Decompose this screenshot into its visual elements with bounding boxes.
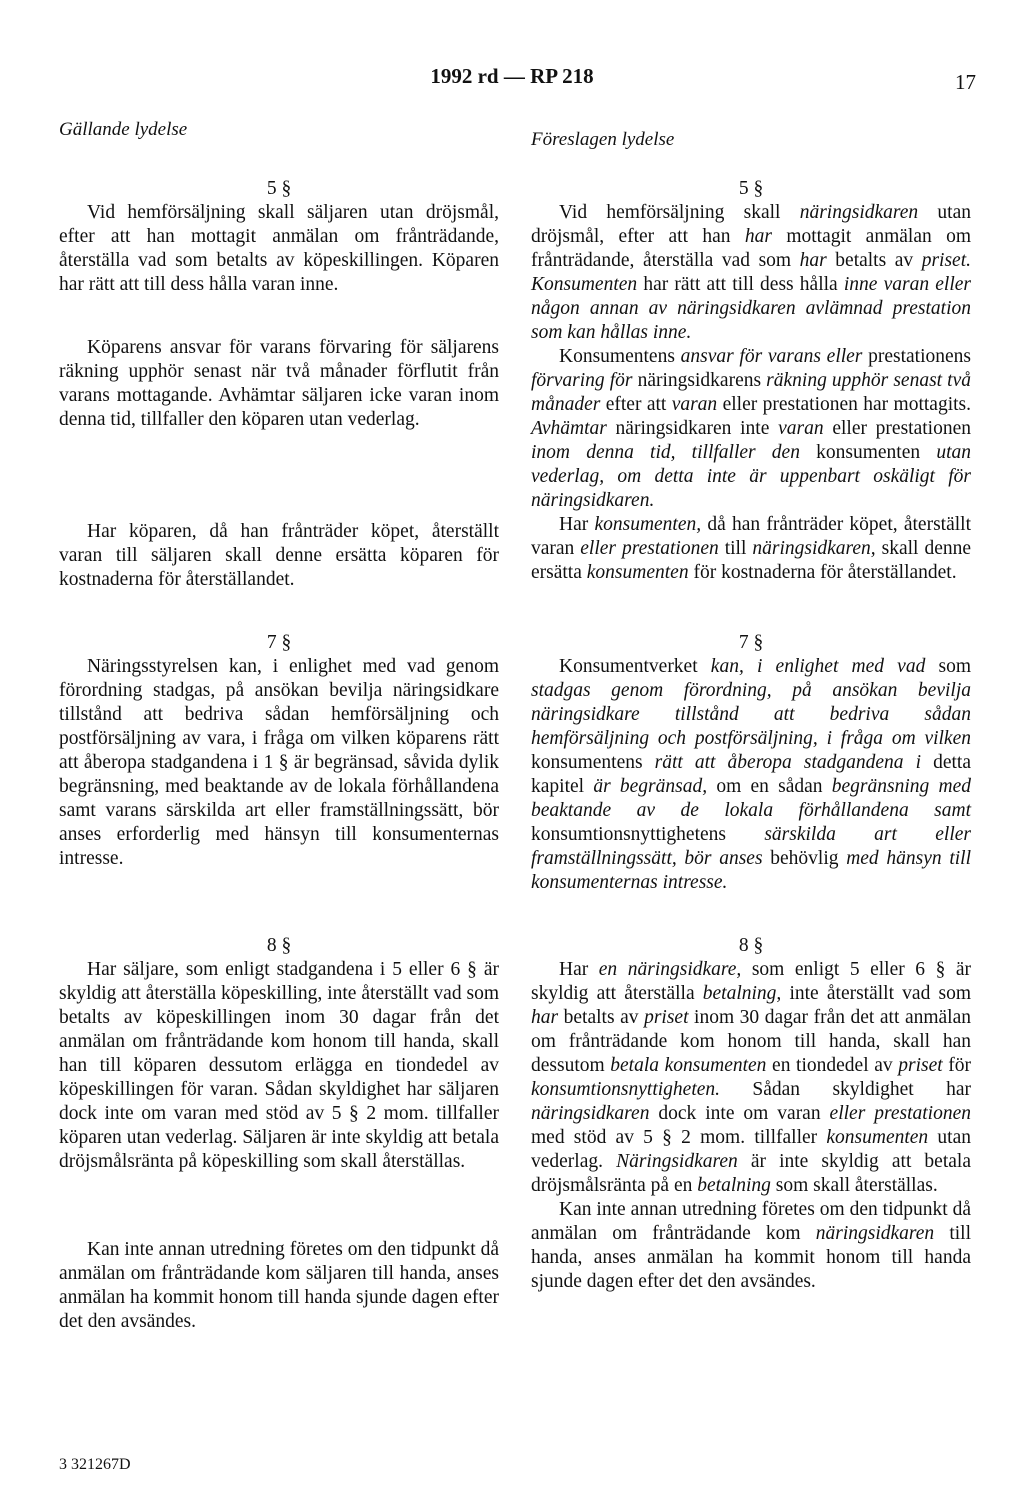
paragraph: Köparens ansvar för varans förvaring för säljarens räkning upphör senast när två månader förflutit från varans mottagande. Avhämtar säljaren icke varan inom denna tid, tillfaller den köparen utan vederlag. — [59, 337, 499, 430]
changed-wording: är begränsad, — [584, 776, 717, 797]
changed-wording: betalning — [697, 1175, 771, 1196]
section-heading: 8 § — [266, 935, 292, 956]
changed-wording: eller prestationen — [580, 538, 719, 559]
left-section-5-paragraph-2 — [59, 336, 499, 432]
changed-wording: näringsidkaren — [799, 202, 919, 223]
changed-wording: Avhämtar — [531, 418, 616, 439]
paragraph: Kan inte annan utredning företes om den tidpunkt då anmälan om frånträdande kom säljaren till handa, anses anmälan ha kommit honom till handa sjunde dagen efter det den avsändes. — [59, 1239, 499, 1332]
section-heading: 7 § — [266, 632, 292, 653]
changed-wording: begränsning med beaktande av de lokala förhållandena samt — [531, 776, 971, 821]
changed-wording: med hänsyn till konsumenternas intresse. — [531, 848, 971, 893]
changed-wording: en näringsidkare, — [598, 959, 742, 980]
changed-wording: varan — [666, 394, 723, 415]
changed-wording: priset — [898, 1055, 943, 1076]
changed-wording: betala konsumenten — [610, 1055, 767, 1076]
paragraph: Har säljare, som enligt stadgandena i 5 eller 6 § är skyldig att återställa köpeskilling, inte återställt vad som betalts av köpeskillingen inom 30 dagar från det anmälan om frånträdande kom honom till handa, skall han till köparen dessutom erlägga en tiondedel av köpeskillingen för varan. Sådan skyldighet har säljaren dock inte om varan med stöd av 5 § 2 mom. tillfaller köparen utan vederlag. Säljaren är inte skyldig att betala dröjsmålsränta på köpeskilling som skall återställas. — [59, 959, 499, 1172]
changed-wording: rätt att åberopa stadgandena i — [642, 752, 934, 773]
left-section-5-paragraph-3 — [59, 520, 499, 592]
paragraph: Konsumentverket kan, i enlighet med vad som stadgas genom förordning, på ansökan bevilja näringsidkare tillstånd att bedriva sådan hemförsäljning och postförsäljning, i fråga om vilken konsumentens rätt att åberopa stadgandena i detta kapitel är begränsad, om en sådan begränsning med beaktande av de lokala förhållandena samt konsumtionsnyttighetens särskilda art eller framställningssätt, bör anses behövlig med hänsyn till konsumenternas intresse. — [531, 656, 971, 893]
changed-wording: har — [744, 226, 772, 247]
changed-wording: Näringsidkaren — [616, 1151, 738, 1172]
changed-wording: näringsidkaren — [815, 1223, 935, 1244]
changed-wording: näringsidkaren, — [752, 538, 876, 559]
changed-wording: konsumtionsnyttigheten. — [531, 1079, 721, 1100]
changed-wording: priset. — [921, 250, 971, 271]
changed-wording: konsumenten — [826, 1127, 929, 1148]
left-section-5 — [59, 177, 499, 297]
changed-wording: har — [531, 1007, 559, 1028]
changed-wording: ansvar för varans eller — [674, 346, 869, 367]
changed-wording: stadgas genom förordning, på ansökan bevilja näringsidkare tillstånd att bedriva sådan hemförsäljning och postförsäljning, i fråga om vilken — [531, 680, 971, 749]
changed-wording: konsumenten, — [594, 514, 702, 535]
right-section-8 — [531, 934, 971, 1294]
paragraph: Kan inte annan utredning företes om den tidpunkt då anmälan om frånträdande kom näringsidkaren till handa, anses anmälan ha kommit honom till handa sjunde dagen efter det den avsändes. — [531, 1199, 972, 1292]
current-wording-heading: Gällande lydelse — [59, 119, 188, 140]
changed-wording: har — [799, 250, 827, 271]
changed-wording: utan vederlag, om detta inte är uppenbart oskäligt för näringsidkaren. — [531, 442, 971, 511]
section-heading: 7 § — [738, 632, 764, 653]
changed-wording: varan — [769, 418, 833, 439]
paragraph: Vid hemförsäljning skall säljaren utan dröjsmål, efter att han mottagit anmälan om frånträdande, återställa vad som betalts av köpeskillingen. Köparen har rätt att till dess hålla varan inne. — [59, 202, 499, 295]
paragraph: Har konsumenten, då han frånträder köpet, återställt varan eller prestationen till näringsidkaren, skall denne ersätta konsumenten för kostnaderna för återställandet. — [531, 514, 972, 583]
right-section-5 — [531, 177, 971, 585]
proposed-wording-heading: Föreslagen lydelse — [531, 129, 675, 150]
changed-wording: inom denna tid, tillfaller den — [531, 442, 817, 463]
section-heading: 5 § — [266, 178, 292, 199]
paragraph: Konsumentens ansvar för varans eller prestationens förvaring för näringsidkarens räkning upphör senast två månader efter att varan eller prestationen har mottagits. Avhämtar näringsidkaren inte varan eller prestationen inom denna tid, tillfaller den konsumenten utan vederlag, om detta inte är uppenbart oskäligt för näringsidkaren. — [531, 346, 972, 511]
changed-wording: Konsumenten — [531, 274, 638, 295]
section-heading: 8 § — [738, 935, 764, 956]
document-code: 3 321267D — [59, 1456, 131, 1473]
changed-wording: kan, i enlighet med vad — [697, 656, 939, 677]
page-title: 1992 rd — RP 218 — [430, 64, 594, 88]
changed-wording: förvaring för — [531, 370, 638, 391]
changed-wording: räkning upphör senast två månader — [531, 370, 971, 415]
page-number: 17 — [955, 70, 976, 94]
changed-wording: betalning, — [702, 983, 782, 1004]
paragraph: Har köparen, då han frånträder köpet, återställt varan till säljaren skall denne ersätta köparen för kostnaderna för återställandet. — [59, 521, 499, 590]
paragraph: Näringsstyrelsen kan, i enlighet med vad genom förordning stadgas, på ansökan bevilja näringsidkare tillstånd att bedriva sådan hemförsäljning och postförsäljning av vara, i fråga om vilken köparens rätt att åberopa stadgandena i 1 § är begränsad, såvida dylik begränsning, med beaktande av de lokala förhållandena samt varans särskilda art eller framställningssätt, bör anses erforderlig med hänsyn till konsumenternas intresse. — [59, 656, 499, 869]
left-section-8 — [59, 934, 499, 1174]
changed-wording: eller prestationen — [829, 1103, 971, 1124]
changed-wording: konsumenten — [586, 562, 689, 583]
paragraph: Har en näringsidkare, som enligt 5 eller 6 § är skyldig att återställa betalning, inte återställt vad som har betalts av priset inom 30 dagar från det att anmälan om frånträdande kom honom till handa, skall han dessutom betala konsumenten en tiondedel av priset för konsumtionsnyttigheten. Sådan skyldighet har näringsidkaren dock inte om varan eller prestationen med stöd av 5 § 2 mom. tillfaller konsumenten utan vederlag. Näringsidkaren är inte skyldig att betala dröjsmålsränta på en betalning som skall återställas. — [531, 959, 972, 1196]
paragraph: Vid hemförsäljning skall näringsidkaren utan dröjsmål, efter att han har mottagit anmälan om frånträdande, återställa vad som har betalts av priset. Konsumenten har rätt att till dess hålla inne varan eller någon annan av näringsidkaren avlämnad prestation som kan hållas inne. — [531, 202, 971, 343]
left-section-8-paragraph-2 — [59, 1238, 499, 1334]
changed-wording: inne varan eller någon annan av näringsidkaren avlämnad prestation som kan hållas inne. — [531, 274, 971, 343]
right-section-7 — [531, 631, 971, 895]
section-heading: 5 § — [738, 178, 764, 199]
left-section-7 — [59, 631, 499, 871]
changed-wording: särskilda art eller framställningssätt, bör anses — [531, 824, 971, 869]
changed-wording: priset — [644, 1007, 689, 1028]
changed-wording: näringsidkaren — [531, 1103, 650, 1124]
